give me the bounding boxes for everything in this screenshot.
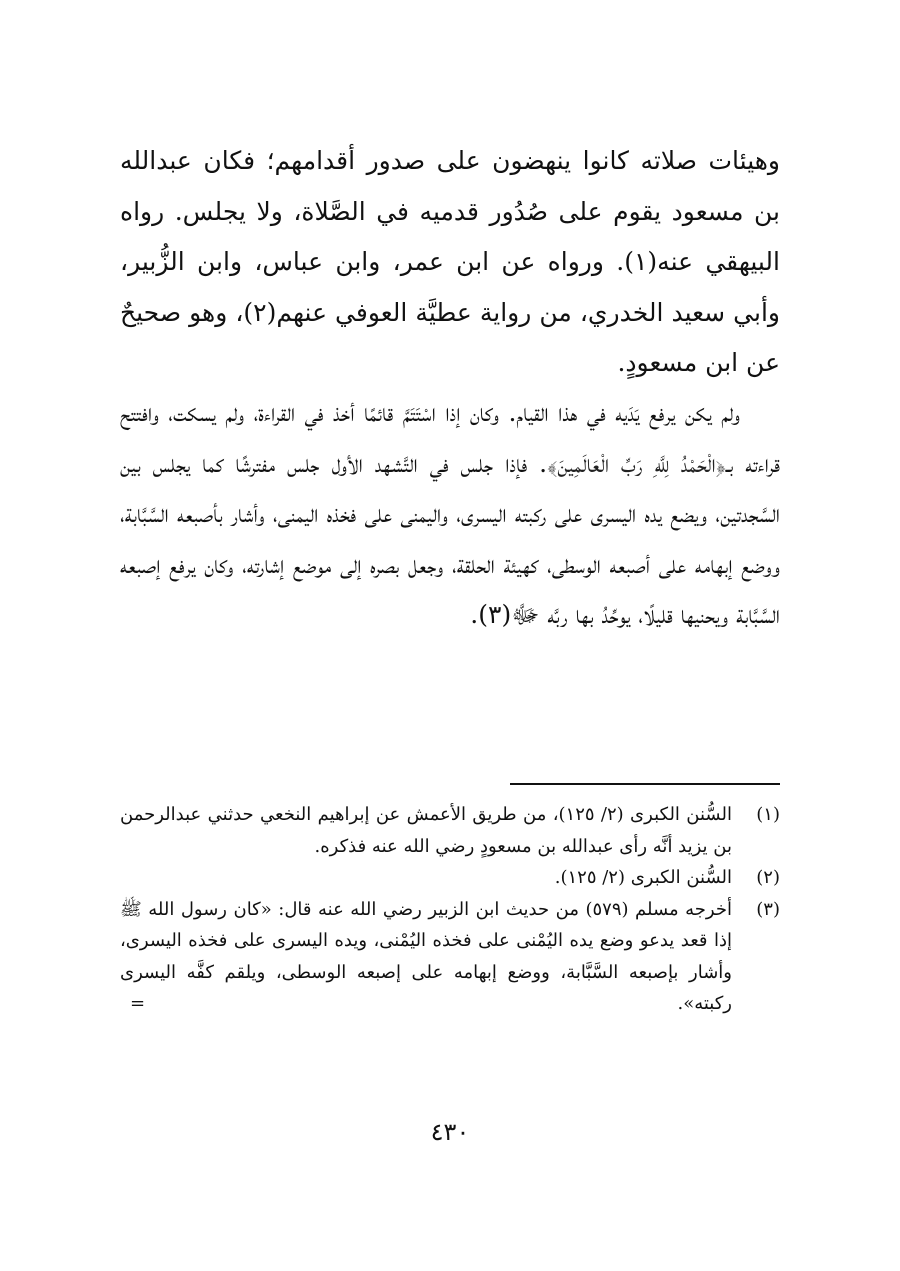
page-number: ٤٣٠ [430,1118,470,1146]
footnote-number: (٣) [756,898,780,920]
body-paragraph-2-part-1: ولم يكن يرفع يَدَيه في هذا القيام. وكان إذا اسْتَتَمَّ قائمًا أخذ في القراءة، ولم يسكت، وافتتح قراءته بـ [120,398,780,478]
footnote-separator [510,783,780,785]
footnote-3 [120,894,780,1020]
footnote-2 [120,862,780,894]
body-paragraph-1: وهيئات صلاته كانوا ينهضون على صدور أقدامهم؛ فكان عبدالله بن مسعود يقوم على صُدُور قدميه في الصَّلاة، ولا يجلس. رواه البيهقي عنه(١). ورواه عن ابن عمر، وابن عباس، وابن الزُّبير، وأبي سعيد الخدري، من رواية عطيَّة العوفي عنهم(٢)، وهو صحيحٌ عن ابن مسعودٍ. [120,146,780,377]
footnote-continuation-mark: = [130,993,146,1014]
footnote-number: (٢) [756,867,780,888]
quran-verse: ﴿الْحَمْدُ لِلَّهِ رَبِّ الْعَالَمِينَ﴾ [547,448,726,478]
footnotes [120,799,780,1020]
footnote-text: أخرجه مسلم (٥٧٩) من حديث ابن الزبير رضي الله عنه قال: «كان رسول الله ﷺ إذا قعد يدعو وضع يده اليُمْنى على فخذه اليُمْنى، ويده اليسرى على فخذه اليسرى، وأشار بإصبعه السَّبَّابة، ووضع إبهامه على إصبعه الوسطى، ويلقم كفَّه اليسرى ركبته». [120,898,732,1014]
footnote-1 [120,799,780,862]
body-paragraph-2-part-2: . فإذا جلس في التَّشهد الأول جلس مفترشًا كما يجلس بين السَّجدتين، ويضع يده اليسرى على ركبته اليسرى، واليمنى على فخذه اليمنى، وأشار بأصبعه السَّبَّابة، ووضع إبهامه على أصبعه الوسطى، كهيئة الحلقة، وجعل بصره إلى موضع إشارته، وكان يرفع إصبعه السَّبَّابة ويحنيها قليلًا، يوحِّدُ بها ربَّه ﷻ(٣). [120,448,780,629]
footnote-number: (١) [756,804,780,825]
body-paragraph-2 [120,388,780,641]
footnote-text: السُّنن الكبرى (٢/ ١٢٥). [554,867,732,888]
footnote-text: السُّنن الكبرى (٢/ ١٢٥)، من طريق الأعمش عن إبراهيم النخعي حدثني عبدالرحمن بن يزيد أنَّه رأى عبدالله بن مسعودٍ رضي الله عنه فذكره. [120,804,732,857]
